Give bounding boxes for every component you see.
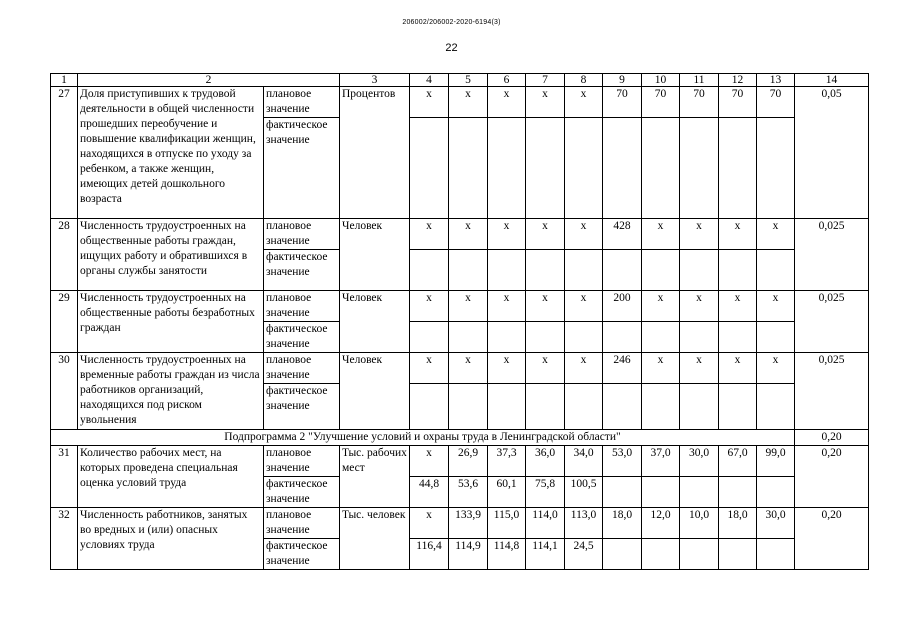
plan-value: x — [410, 353, 449, 384]
weight-cell: 0,20 — [795, 508, 869, 570]
indicator-name: Количество рабочих мест, на которых проведена специальная оценка условий труда — [78, 446, 264, 508]
plan-value: 200 — [603, 291, 642, 322]
plan-value: x — [488, 291, 526, 322]
value-type-plan: плановое значение — [264, 353, 340, 384]
indicator-name: Доля приступивших к трудовой деятельности в общей численности прошедших переобучение и повышение квалификации женщин, находящихся в отпуске по уходу за ребенком, а также женщин, имеющих детей дошкольного возраста — [78, 87, 264, 219]
indicator-name: Численность трудоустроенных на общественные работы граждан, ищущих работу и обратившихся в органы службы занятости — [78, 219, 264, 291]
table-row — [51, 508, 869, 539]
fact-value — [719, 250, 757, 291]
fact-value: 114,8 — [488, 539, 526, 570]
plan-value: 30,0 — [680, 446, 719, 477]
header-cell: 6 — [488, 74, 526, 87]
header-cell: 1 — [51, 74, 78, 87]
fact-value — [642, 539, 680, 570]
plan-value: 246 — [603, 353, 642, 384]
fact-value — [603, 250, 642, 291]
plan-value: x — [410, 219, 449, 250]
fact-value — [565, 250, 603, 291]
fact-value — [757, 322, 795, 353]
value-type-plan: плановое значение — [264, 87, 340, 118]
plan-value: 53,0 — [603, 446, 642, 477]
plan-value: x — [719, 353, 757, 384]
header-cell: 2 — [78, 74, 340, 87]
plan-value: x — [526, 219, 565, 250]
unit-cell: Человек — [340, 353, 410, 430]
plan-value: x — [488, 87, 526, 118]
row-number: 30 — [51, 353, 78, 430]
fact-value: 114,9 — [449, 539, 488, 570]
fact-value: 60,1 — [488, 477, 526, 508]
table-row — [51, 87, 869, 118]
plan-value: x — [488, 353, 526, 384]
plan-value: x — [680, 291, 719, 322]
fact-value — [603, 477, 642, 508]
plan-value: x — [757, 353, 795, 384]
fact-value — [680, 477, 719, 508]
fact-value — [488, 384, 526, 430]
fact-value — [526, 118, 565, 219]
row-number: 28 — [51, 219, 78, 291]
fact-value: 114,1 — [526, 539, 565, 570]
plan-value: 113,0 — [565, 508, 603, 539]
table-row — [51, 219, 869, 250]
fact-value — [680, 322, 719, 353]
indicator-name: Численность трудоустроенных на общественные работы безработных граждан — [78, 291, 264, 353]
plan-value: 428 — [603, 219, 642, 250]
fact-value — [488, 322, 526, 353]
plan-value: 37,3 — [488, 446, 526, 477]
fact-value — [642, 477, 680, 508]
header-cell: 14 — [795, 74, 869, 87]
fact-value — [719, 322, 757, 353]
fact-value: 100,5 — [565, 477, 603, 508]
table-row — [51, 353, 869, 384]
fact-value: 44,8 — [410, 477, 449, 508]
fact-value — [449, 250, 488, 291]
plan-value: x — [719, 291, 757, 322]
unit-cell: Процентов — [340, 87, 410, 219]
plan-value: x — [449, 353, 488, 384]
weight-cell: 0,20 — [795, 446, 869, 508]
indicator-name: Численность работников, занятых во вредных и (или) опасных условиях труда — [78, 508, 264, 570]
value-type-plan: плановое значение — [264, 219, 340, 250]
plan-value: x — [642, 353, 680, 384]
fact-value — [526, 250, 565, 291]
plan-value: x — [410, 446, 449, 477]
fact-value — [603, 322, 642, 353]
value-type-fact: фактическое значение — [264, 322, 340, 353]
fact-value — [680, 384, 719, 430]
fact-value — [488, 250, 526, 291]
header-cell: 13 — [757, 74, 795, 87]
header-cell: 5 — [449, 74, 488, 87]
row-number: 31 — [51, 446, 78, 508]
plan-value: 37,0 — [642, 446, 680, 477]
fact-value: 53,6 — [449, 477, 488, 508]
fact-value — [565, 118, 603, 219]
fact-value — [719, 477, 757, 508]
value-type-plan: плановое значение — [264, 508, 340, 539]
page-number: 22 — [445, 42, 458, 54]
fact-value — [680, 118, 719, 219]
plan-value: x — [680, 353, 719, 384]
table-row — [51, 291, 869, 322]
plan-value: x — [410, 291, 449, 322]
fact-value — [642, 322, 680, 353]
fact-value — [642, 118, 680, 219]
header-cell: 7 — [526, 74, 565, 87]
plan-value: 70 — [757, 87, 795, 118]
subprogram-title: Подпрограмма 2 "Улучшение условий и охраны труда в Ленинградской области" — [51, 430, 795, 446]
value-type-fact: фактическое значение — [264, 384, 340, 430]
plan-value: 12,0 — [642, 508, 680, 539]
fact-value — [603, 118, 642, 219]
fact-value — [757, 539, 795, 570]
plan-value: 114,0 — [526, 508, 565, 539]
plan-value: x — [488, 219, 526, 250]
weight-cell: 0,025 — [795, 353, 869, 430]
fact-value — [757, 384, 795, 430]
fact-value — [449, 118, 488, 219]
plan-value: 133,9 — [449, 508, 488, 539]
fact-value — [719, 384, 757, 430]
row-number: 32 — [51, 508, 78, 570]
plan-value: 18,0 — [719, 508, 757, 539]
fact-value — [603, 539, 642, 570]
fact-value — [642, 384, 680, 430]
plan-value: 67,0 — [719, 446, 757, 477]
plan-value: x — [526, 291, 565, 322]
header-cell: 12 — [719, 74, 757, 87]
fact-value — [526, 322, 565, 353]
plan-value: x — [642, 219, 680, 250]
plan-value: 34,0 — [565, 446, 603, 477]
document-number: 206002/206002-2020-6194(3) — [402, 19, 501, 26]
weight-cell: 0,025 — [795, 219, 869, 291]
fact-value — [410, 250, 449, 291]
indicators-table — [50, 73, 869, 570]
subprogram-weight: 0,20 — [795, 430, 869, 446]
header-cell: 11 — [680, 74, 719, 87]
weight-cell: 0,05 — [795, 87, 869, 219]
fact-value — [757, 118, 795, 219]
plan-value: x — [680, 219, 719, 250]
plan-value: 70 — [642, 87, 680, 118]
plan-value: x — [449, 87, 488, 118]
row-number: 27 — [51, 87, 78, 219]
fact-value — [526, 384, 565, 430]
header-cell: 8 — [565, 74, 603, 87]
plan-value: 18,0 — [603, 508, 642, 539]
plan-value: 10,0 — [680, 508, 719, 539]
fact-value — [410, 118, 449, 219]
weight-cell: 0,025 — [795, 291, 869, 353]
fact-value: 24,5 — [565, 539, 603, 570]
fact-value — [488, 118, 526, 219]
fact-value — [757, 250, 795, 291]
indicator-name: Численность трудоустроенных на временные работы граждан из числа работников организаций, находящихся под риском увольнения — [78, 353, 264, 430]
table-row — [51, 446, 869, 477]
plan-value: 30,0 — [757, 508, 795, 539]
plan-value: x — [410, 508, 449, 539]
subprogram-row — [51, 430, 869, 446]
fact-value — [565, 384, 603, 430]
header-cell: 9 — [603, 74, 642, 87]
plan-value: 99,0 — [757, 446, 795, 477]
header-cell: 10 — [642, 74, 680, 87]
plan-value: x — [449, 291, 488, 322]
value-type-plan: плановое значение — [264, 446, 340, 477]
plan-value: x — [449, 219, 488, 250]
plan-value: x — [757, 291, 795, 322]
unit-cell: Тыс. человек — [340, 508, 410, 570]
value-type-fact: фактическое значение — [264, 118, 340, 219]
plan-value: 70 — [719, 87, 757, 118]
fact-value — [603, 384, 642, 430]
fact-value — [680, 250, 719, 291]
plan-value: x — [719, 219, 757, 250]
fact-value — [719, 539, 757, 570]
fact-value — [410, 384, 449, 430]
fact-value — [719, 118, 757, 219]
plan-value: 70 — [603, 87, 642, 118]
plan-value: x — [526, 87, 565, 118]
plan-value: 36,0 — [526, 446, 565, 477]
fact-value — [680, 539, 719, 570]
plan-value: 26,9 — [449, 446, 488, 477]
fact-value: 75,8 — [526, 477, 565, 508]
row-number: 29 — [51, 291, 78, 353]
value-type-fact: фактическое значение — [264, 477, 340, 508]
plan-value: 70 — [680, 87, 719, 118]
value-type-fact: фактическое значение — [264, 539, 340, 570]
header-cell: 3 — [340, 74, 410, 87]
unit-cell: Человек — [340, 291, 410, 353]
fact-value — [410, 322, 449, 353]
plan-value: x — [565, 291, 603, 322]
fact-value — [449, 322, 488, 353]
header-cell: 4 — [410, 74, 449, 87]
plan-value: 115,0 — [488, 508, 526, 539]
value-type-plan: плановое значение — [264, 291, 340, 322]
fact-value — [642, 250, 680, 291]
unit-cell: Человек — [340, 219, 410, 291]
plan-value: x — [410, 87, 449, 118]
plan-value: x — [642, 291, 680, 322]
plan-value: x — [757, 219, 795, 250]
value-type-fact: фактическое значение — [264, 250, 340, 291]
fact-value — [757, 477, 795, 508]
fact-value: 116,4 — [410, 539, 449, 570]
plan-value: x — [565, 87, 603, 118]
fact-value — [565, 322, 603, 353]
plan-value: x — [565, 353, 603, 384]
plan-value: x — [526, 353, 565, 384]
unit-cell: Тыс. рабочих мест — [340, 446, 410, 508]
fact-value — [449, 384, 488, 430]
plan-value: x — [565, 219, 603, 250]
header-row — [51, 74, 869, 87]
